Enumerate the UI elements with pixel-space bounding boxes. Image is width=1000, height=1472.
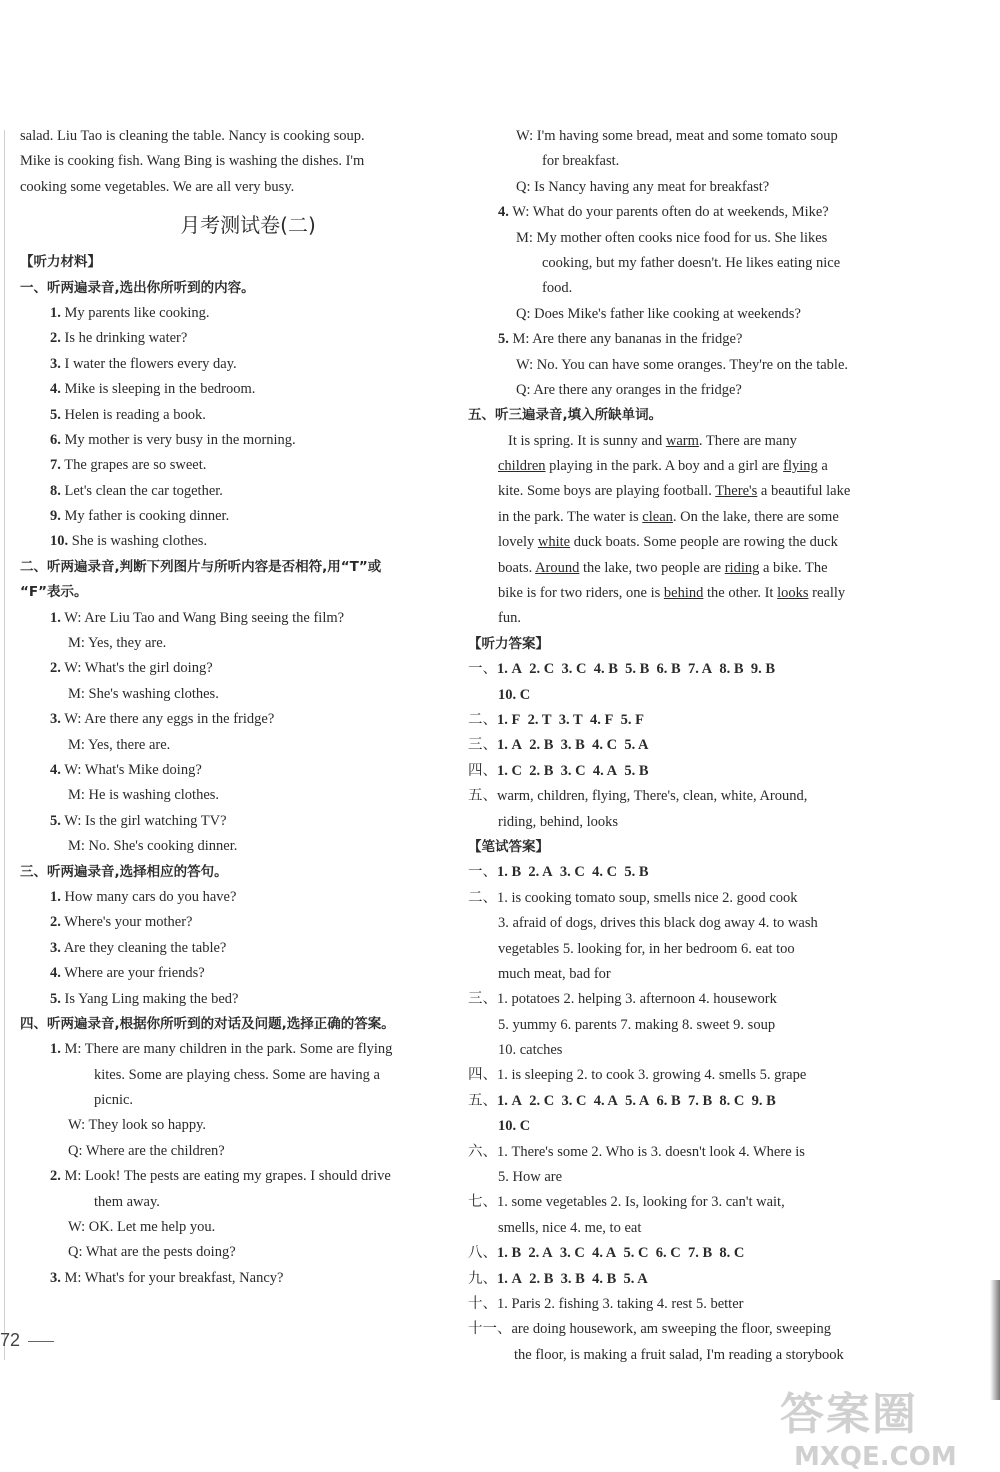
answer-word: white [537,534,571,551]
answer-word: looks [777,585,809,602]
section-heading: 四、听两遍录音,根据你所听到的对话及问题,选择正确的答案。 [20,1015,395,1032]
dialog-line: W: No. You can have some oranges. They're on the table. [516,356,848,373]
answer-row: 七、1. some vegetables 2. Is, looking for 3. can't wait, [468,1194,785,1211]
dialog-line: for breakfast. [542,153,620,170]
passage-line: boats. Around the lake, two people are riding a bike. The [498,559,828,576]
answer-word: There's [715,483,758,500]
answer-word: clean [642,508,673,525]
passage-line: bike is for two riders, one is behind the other. It looks really [498,585,846,602]
answer-row: 3. afraid of dogs, drives this black dog away 4. to wash [498,915,818,932]
list-item: 1. How many cars do you have? [50,888,237,905]
list-item: 1. My parents like cooking. [50,304,210,321]
answer-row: 5. yummy 6. parents 7. making 8. sweet 9. soup [498,1016,776,1033]
answer-row: 10. C [498,686,531,703]
answer-word: warm [665,432,699,449]
passage-line: It is spring. It is sunny and warm. There are many [508,432,797,449]
dialog-line: 2. M: Look! The pests are eating my grapes. I should drive [50,1168,391,1185]
answer-row: 三、1. A 2. B 3. B 4. C 5. A [468,737,649,754]
list-item: 10. She is washing clothes. [50,533,208,550]
dialog-line: 1. M: There are many children in the park. Some are flying [50,1041,393,1058]
dialog-line: kites. Some are playing chess. Some are having a [94,1066,380,1083]
page-title: 月考测试卷(二) [180,213,316,238]
list-item: 3. Are they cleaning the table? [50,939,227,956]
dialog-line: Q: Are there any oranges in the fridge? [516,381,742,398]
dialog-line: Q: Does Mike's father like cooking at weekends? [516,305,801,322]
answer-word: flying [783,458,818,475]
dialog-line: Q: Is Nancy having any meat for breakfast? [516,178,770,195]
dialog-line: 3. W: Are there any eggs in the fridge? [50,711,275,728]
text-line: cooking some vegetables. We are all very busy. [20,178,295,195]
dialog-line: picnic. [94,1092,134,1109]
dialog-line: M: Yes, they are. [68,635,167,652]
margin-line [4,130,6,1360]
answer-row: 四、1. is sleeping 2. to cook 3. growing 4. smells 5. grape [468,1067,807,1084]
answer-row: 二、1. is cooking tomato soup, smells nice 2. good cook [468,889,798,906]
dialog-line: W: OK. Let me help you. [68,1219,216,1236]
dialog-line: W: They look so happy. [68,1117,206,1134]
list-item: 4. Where are your friends? [50,965,205,982]
dialog-line: M: Yes, there are. [68,736,171,753]
answer-row: much meat, bad for [498,965,611,982]
watermark-logo-text: 答案圈 [780,1389,918,1440]
answer-row: 五、warm, children, flying, There's, clean, white, Around, [468,788,808,805]
dialog-line: food. [542,280,573,297]
watermark [780,1378,957,1472]
list-item: 4. Mike is sleeping in the bedroom. [50,381,256,398]
list-item: 8. Let's clean the car together. [50,482,223,499]
list-item: 3. I water the flowers every day. [50,355,237,372]
passage-line: fun. [498,610,521,627]
dialog-line: M: No. She's cooking dinner. [68,838,238,855]
section-heading: 三、听两遍录音,选择相应的答句。 [20,863,228,880]
passage-line: children playing in the park. A boy and a girl are flying a [498,458,828,475]
answer-row: 四、1. C 2. B 3. C 4. A 5. B [468,762,649,779]
dialog-line: 4. W: What's Mike doing? [50,761,202,778]
page-footer [0,1330,54,1351]
passage-line: in the park. The water is clean. On the lake, there are some [498,508,839,525]
list-item: 2. Where's your mother? [50,914,193,931]
answer-row: 一、1. A 2. C 3. C 4. B 5. B 6. B 7. A 8. B 9. B [468,661,775,678]
text-line: salad. Liu Tao is cleaning the table. Nancy is cooking soup. [20,128,365,144]
answer-row: the floor, is making a fruit salad, I'm reading a storybook [514,1346,844,1363]
left-column [20,124,456,1291]
answer-row: 10. C [498,1118,531,1135]
answer-row: riding, behind, looks [498,813,619,830]
answer-row: smells, nice 4. me, to eat [498,1219,642,1236]
dialog-line: 5. M: Are there any bananas in the fridge? [498,331,743,348]
answer-row: vegetables 5. looking for, in her bedroom 6. eat too [498,940,795,957]
answer-row: 二、1. F 2. T 3. T 4. F 5. F [468,711,644,728]
dialog-line: 2. W: What's the girl doing? [50,660,213,677]
dialog-line: Q: What are the pests doing? [68,1244,236,1261]
answer-word: riding [724,559,760,576]
dialog-line: M: He is washing clothes. [68,787,220,804]
answer-row: 十、1. Paris 2. fishing 3. taking 4. rest 5. better [468,1295,744,1312]
dialog-line: 5. W: Is the girl watching TV? [50,812,227,829]
dialog-line: 3. M: What's for your breakfast, Nancy? [50,1269,284,1286]
list-item: 7. The grapes are so sweet. [50,457,207,474]
dialog-line: M: My mother often cooks nice food for us. She likes [516,229,828,246]
answer-row: 八、1. B 2. A 3. C 4. A 5. C 6. C 7. B 8. C [468,1245,745,1262]
right-column [468,124,908,1368]
dialog-line: Q: Where are the children? [68,1142,225,1159]
passage-line: lovely white duck boats. Some people are rowing the duck [498,534,838,551]
answer-row: 六、1. There's some 2. Who is 3. doesn't look 4. Where is [468,1143,805,1160]
list-item: 5. Helen is reading a book. [50,406,206,423]
section-label: 【笔试答案】 [468,838,549,855]
answer-row: 三、1. potatoes 2. helping 3. afternoon 4. housework [468,991,777,1008]
answer-word: Around [535,559,580,576]
answer-row: 10. catches [498,1042,563,1059]
dialog-line: M: She's washing clothes. [68,685,219,702]
section-heading: 二、听两遍录音,判断下列图片与所听内容是否相符,用“T”或 [20,558,382,575]
list-item: 2. Is he drinking water? [50,330,188,347]
list-item: 5. Is Yang Ling making the bed? [50,990,239,1007]
dialog-line: 1. W: Are Liu Tao and Wang Bing seeing the film? [50,609,345,626]
passage-line: kite. Some boys are playing football. There's a beautiful lake [498,483,851,500]
answer-row: 五、1. A 2. C 3. C 4. A 5. A 6. B 7. B 8. C 9. B [468,1092,776,1109]
answer-word: behind [663,585,704,602]
list-item: 6. My mother is very busy in the morning. [50,431,296,448]
dialog-line: W: I'm having some bread, meat and some tomato soup [516,128,838,144]
section-heading: 五、听三遍录音,填入所缺单词。 [468,407,663,424]
footer-rule [28,1341,54,1342]
section-heading: 一、听两遍录音,选出你所听到的内容。 [20,279,255,296]
answer-row: 九、1. A 2. B 3. B 4. B 5. A [468,1270,648,1287]
answer-row: 十一、are doing housework, am sweeping the floor, sweeping [468,1321,832,1338]
answer-word: children [498,458,546,475]
section-label: 【听力材料】 [20,254,101,271]
section-heading: “F”表示。 [20,584,88,601]
page-number: 72 [0,1330,21,1350]
text-line: Mike is cooking fish. Wang Bing is washing the dishes. I'm [20,153,365,170]
dialog-line: cooking, but my father doesn't. He likes eating nice [542,254,841,271]
dialog-line: them away. [94,1193,160,1210]
watermark-url: MXQE.COM [794,1442,957,1472]
list-item: 9. My father is cooking dinner. [50,508,230,525]
section-label: 【听力答案】 [468,635,549,652]
dialog-line: 4. W: What do your parents often do at weekends, Mike? [498,204,829,221]
answer-row: 一、1. B 2. A 3. C 4. C 5. B [468,864,649,881]
page-edge-shadow [990,1280,1000,1400]
answer-row: 5. How are [498,1169,563,1186]
